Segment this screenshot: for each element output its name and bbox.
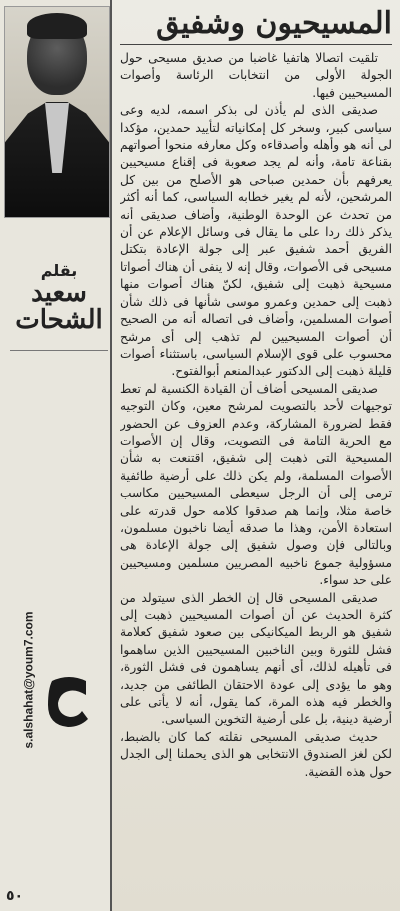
article-paragraph: تلقيت اتصالا هاتفيا غاضبا من صديق مسيحى حول الجولة الأولى من انتخابات الرئاسة وأصوات المسيحيين فيها. [120, 51, 392, 100]
byline-label: بقلم [40, 261, 78, 280]
article-paragraph: صديقى المسيحى أضاف أن القيادة الكنسية لم تعط توجيهات لأحد بالتصويت لمرشح معين، وكان التوجيه فقط لضرورة المشاركة، وعدم العزوف عن الحضور مع الحرية التامة فى التصويت، وقال إن الأصوات المسيحية التى ذهبت إلى شفيق، اقتنعت به شأن الأصوات المسلمة، ولم يكن ذلك على أرضية طائفية ترمى إلى أن الرجل سيعطى المسيحيين مكاسب خاصة مثلا، وإنما هم صدقوا كلامه حول قدرته على استعادة الأمن، وهذا ما صدقه أيضا ناخبون مسلمون، وبالتالى فإن وصول شفيق إلى جولة الإعادة هى مسؤولية جموع ناخبيه المصريين مسلمين ومسيحيين على حد سواء. [120, 381, 392, 588]
byline [10, 255, 108, 351]
article-paragraph: صديقى المسيحى قال إن الخطر الذى سيتولد من كثرة الحديث عن أن أصوات المسيحيين ذهبت إلى شفيق هو الربط الميكانيكى بين صعود شفيق كعلامة فشل للثورة وبين الناخبين المسيحيين الذين ساهموا فى تأهيله لذلك، أى أنهم يساهمون فى فشل الثورة، وهو ما يؤدى إلى عودة الاحتقان الطائفى من جديد، والخطر فيه هذه المرة، كما يقول، أنه لا يأتى على أرضية دينية، بل على أرضية التخوين السياسى. [120, 590, 392, 727]
article-headline: المسيحيون وشفيق [120, 4, 392, 45]
author-photo [4, 6, 110, 218]
author-email-text: s.alshahat@youm7.com [22, 611, 36, 749]
article-paragraph: حديث صديقى المسيحى نقلته كما كان بالضبط، لكن لغز الصندوق الانتخابى هو الذى يحملنا إلى الجدل حول هذه القضية. [120, 729, 392, 779]
author-email [18, 520, 40, 840]
youm7-logo-icon [46, 675, 92, 727]
author-column [0, 0, 112, 911]
article-paragraph: صديقى الذى لم يأذن لى بذكر اسمه، لديه وعى سياسى كبير، وسخر كل إمكانياته لتأييد حمدين، مؤكدا لى أنه هو وأهله وأصدقاءه وكل معارفه منحوا أصواتهم بقناعة تامة، وأنه لم يجد صعوبة فى إقناع مسيحيين يعرفهم بأن حمدين صباحى هو الأصلح من بين كل المرشحين، لأنه لم يغير خطابه السياسى، كما أنه أكثر من تحدث عن الوحدة الوطنية، وأضاف صديقى أنه يذكر ذلك ردا على ما يقال فى وسائل الإعلام عن أن الفريق أحمد شفيق عبر إلى جولة الإعادة بتكتل مسيحى فى الأصوات، وقال إنه لا ينفى أن هناك أصواتا مسيحية ذهبت إلى شفيق، لكنّ هناك أصوات منها ذهبت إلى حمدين وعمرو موسى شأنها فى ذلك شأن أصوات المسلمين، وأضاف فى اتصاله أنه من الصحيح أن أصوات المسيحيين لم تذهب إلى أى مرشح محسوب على قوى الإسلام السياسى، باستثناء أصوات قليلة ذهبت إلى الدكتور عبدالمنعم أبوالفتوح. [120, 103, 392, 379]
article-body [120, 50, 392, 905]
page-number: ٥٠ [6, 888, 24, 904]
author-name: سعيد الشحات [15, 278, 103, 336]
article-column [114, 0, 398, 911]
